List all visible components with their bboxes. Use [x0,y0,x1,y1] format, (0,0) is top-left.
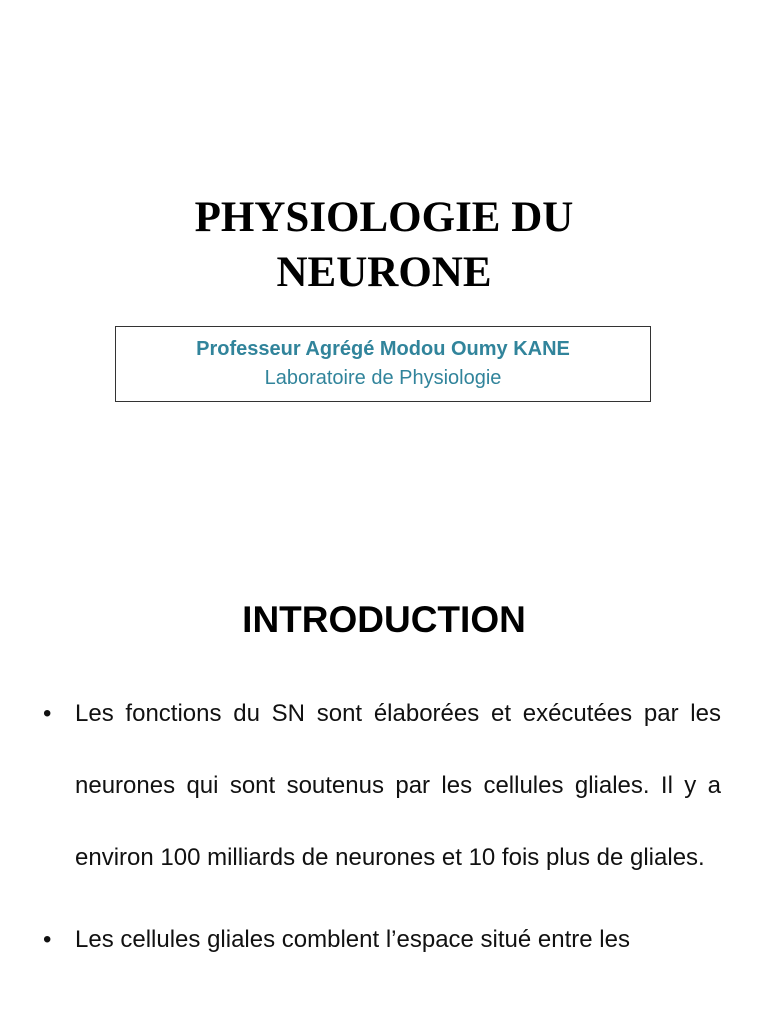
bullet-text: Les fonctions du SN sont élaborées et exécutées par les neurones qui sont soutenus par les cellules gliales. Il y a environ 100 milliards de neurones et 10 fois plus de gliales. [75,700,721,871]
section-heading: INTRODUCTION [242,599,526,640]
bullet-list [0,678,768,986]
author-box [115,326,651,402]
title-line-2: NEURONE [276,249,492,296]
bullet-icon: • [43,700,52,727]
author-name: Professeur Agrégé Modou Oumy KANE [196,338,570,360]
list-item [0,904,768,976]
list-item [0,678,768,894]
page-title [0,190,768,300]
bullet-icon: • [43,926,52,953]
title-line-1: PHYSIOLOGIE DU [194,194,574,241]
bullet-text: Les cellules gliales comblent l’espace situé entre les [75,926,630,953]
author-lab: Laboratoire de Physiologie [264,367,502,389]
